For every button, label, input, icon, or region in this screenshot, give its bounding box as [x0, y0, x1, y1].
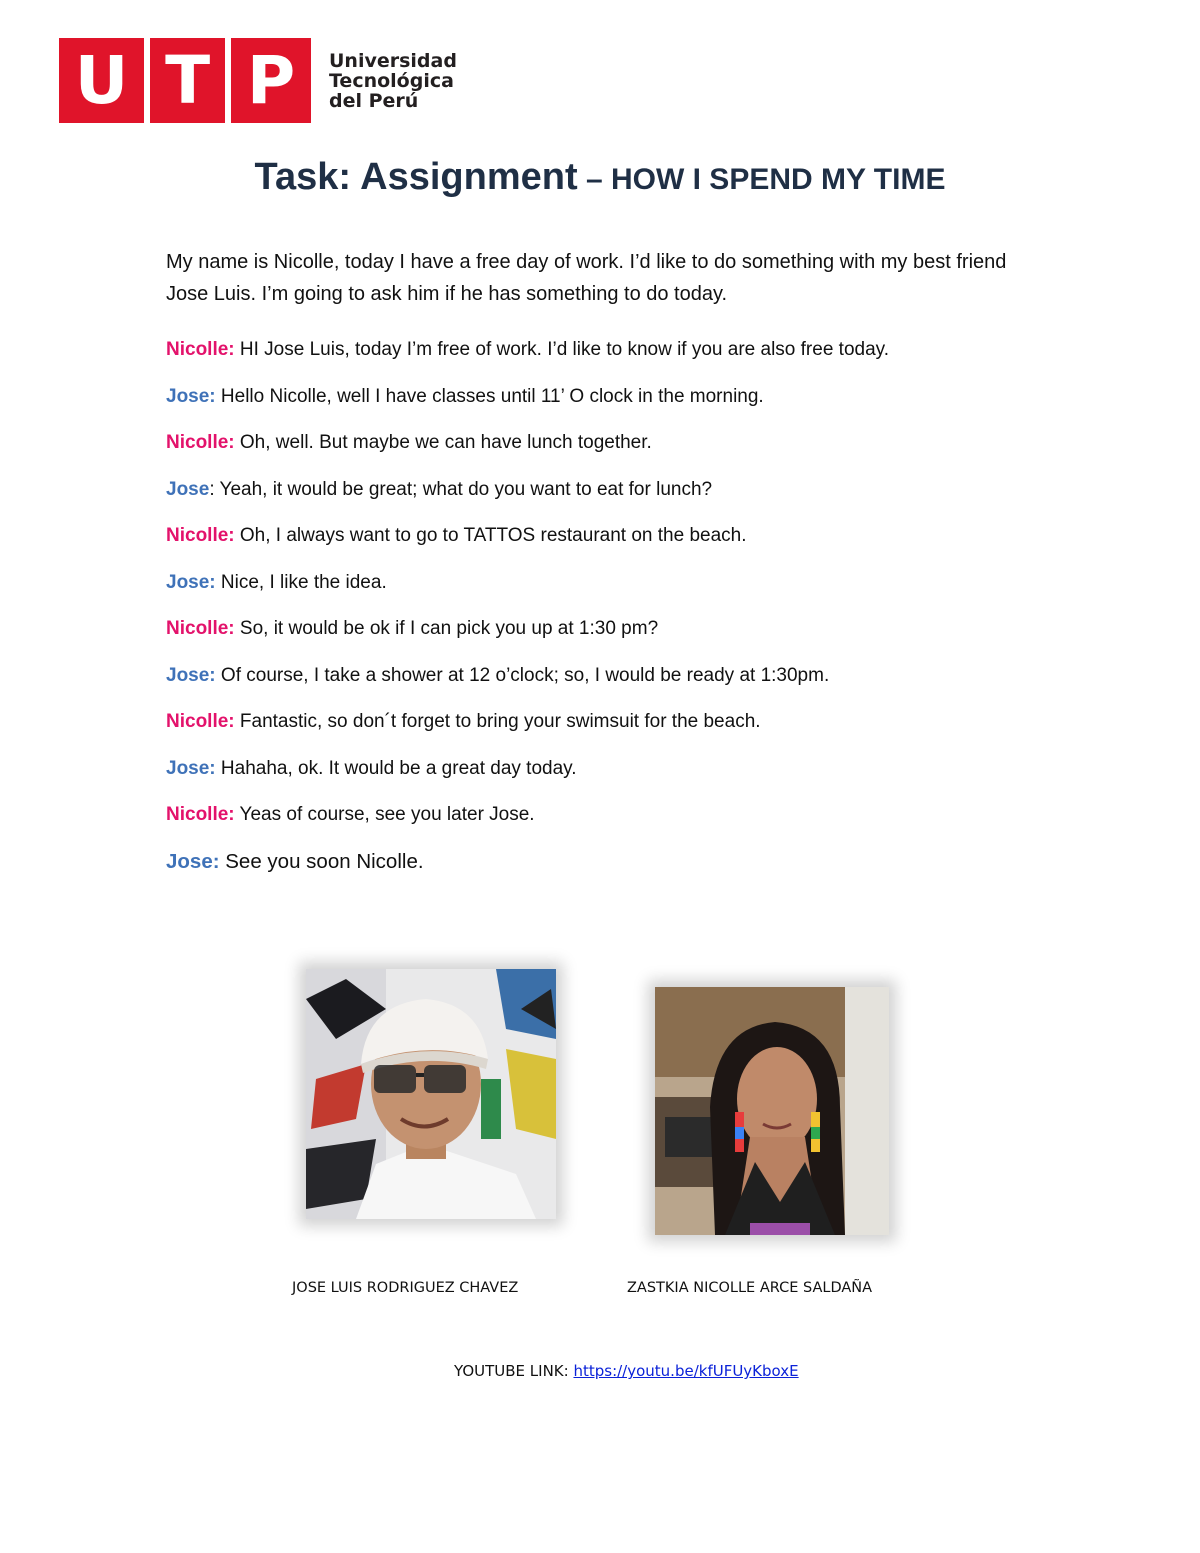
utp-logo [59, 38, 457, 123]
dialog-line [166, 427, 1066, 474]
dialog-text: HI Jose Luis, today I’m free of work. I’d like to know if you are also free today. [234, 339, 890, 360]
dialog-line [166, 753, 1066, 800]
nicolle-photo [655, 987, 889, 1235]
dialog-line [166, 613, 1066, 660]
dialog-line [166, 567, 1066, 614]
speaker-name: Jose: [166, 664, 216, 686]
logo-line-3: del Perú [329, 89, 419, 112]
speaker-name: Jose: [166, 385, 216, 407]
logo-line-2: Tecnológica [329, 69, 454, 92]
speaker-name: Nicolle: [166, 804, 235, 825]
utp-logo-mark [59, 38, 311, 123]
dialog-text: Yeas of course, see you later Jose. [234, 804, 535, 825]
jose-photo [306, 969, 556, 1219]
dialog-text: Hello Nicolle, well I have classes until 11’ O clock in the morning. [215, 385, 764, 407]
dialog-line [166, 334, 1066, 381]
nicolle-caption: ZASTKIA NICOLLE ARCE SALDAÑA [627, 1280, 873, 1296]
dialog-line [166, 474, 1066, 521]
dialog-text: Nice, I like the idea. [215, 571, 387, 593]
dialog-line [166, 799, 1066, 846]
dialog-text: See you soon Nicolle. [219, 849, 424, 873]
dialog-text: Hahaha, ok. It would be a great day today. [215, 757, 577, 779]
intro-paragraph: My name is Nicolle, today I have a free day of work. I’d like to do something with my best friend Jose Luis. I’m going to ask him if he has something to do today. [166, 251, 1007, 305]
dialog-line [166, 520, 1066, 567]
dialog-text: Of course, I take a shower at 12 o’clock; so, I would be ready at 1:30pm. [215, 664, 830, 686]
youtube-link[interactable]: https://youtu.be/kfUFUyKboxE [573, 1362, 799, 1380]
youtube-label: YOUTUBE LINK: [454, 1362, 574, 1380]
speaker-name: Nicolle: [166, 525, 235, 546]
speaker-name: Jose [166, 478, 210, 500]
logo-line-1: Universidad [329, 49, 457, 72]
speaker-name: Nicolle: [166, 339, 235, 360]
speaker-name: Nicolle: [166, 618, 235, 639]
speaker-name: Nicolle: [166, 711, 235, 732]
dialog-line [166, 381, 1066, 428]
speaker-name: Jose: [166, 571, 216, 593]
speaker-name: Nicolle: [166, 432, 235, 453]
title-part-2: HOW I SPEND MY TIME [610, 163, 946, 196]
logo-wordmark [329, 51, 457, 111]
dialog-line [166, 846, 1066, 893]
dialog-text: Fantastic, so don´t forget to bring your swimsuit for the beach. [234, 711, 761, 732]
logo-letter-t: T [165, 42, 211, 119]
youtube-line [454, 1362, 799, 1380]
dialog-text: Oh, well. But maybe we can have lunch together. [234, 432, 652, 453]
logo-letter-u: U [74, 42, 129, 119]
jose-caption: JOSE LUIS RODRIGUEZ CHAVEZ [292, 1280, 519, 1296]
speaker-name: Jose: [166, 849, 220, 873]
dialog-line [166, 706, 1066, 753]
dialog-text: Oh, I always want to go to TATTOS restaurant on the beach. [234, 525, 747, 546]
page-title [0, 156, 1200, 199]
dialog-text: : Yeah, it would be great; what do you want to eat for lunch? [209, 478, 713, 500]
dialog-text: So, it would be ok if I can pick you up at 1:30 pm? [234, 618, 659, 639]
title-part-1: Task: Assignment [254, 156, 578, 198]
title-dash: – [577, 163, 611, 196]
logo-letter-p: P [246, 42, 296, 119]
dialog-list [166, 334, 1066, 892]
speaker-name: Jose: [166, 757, 216, 779]
dialog-line [166, 660, 1066, 707]
